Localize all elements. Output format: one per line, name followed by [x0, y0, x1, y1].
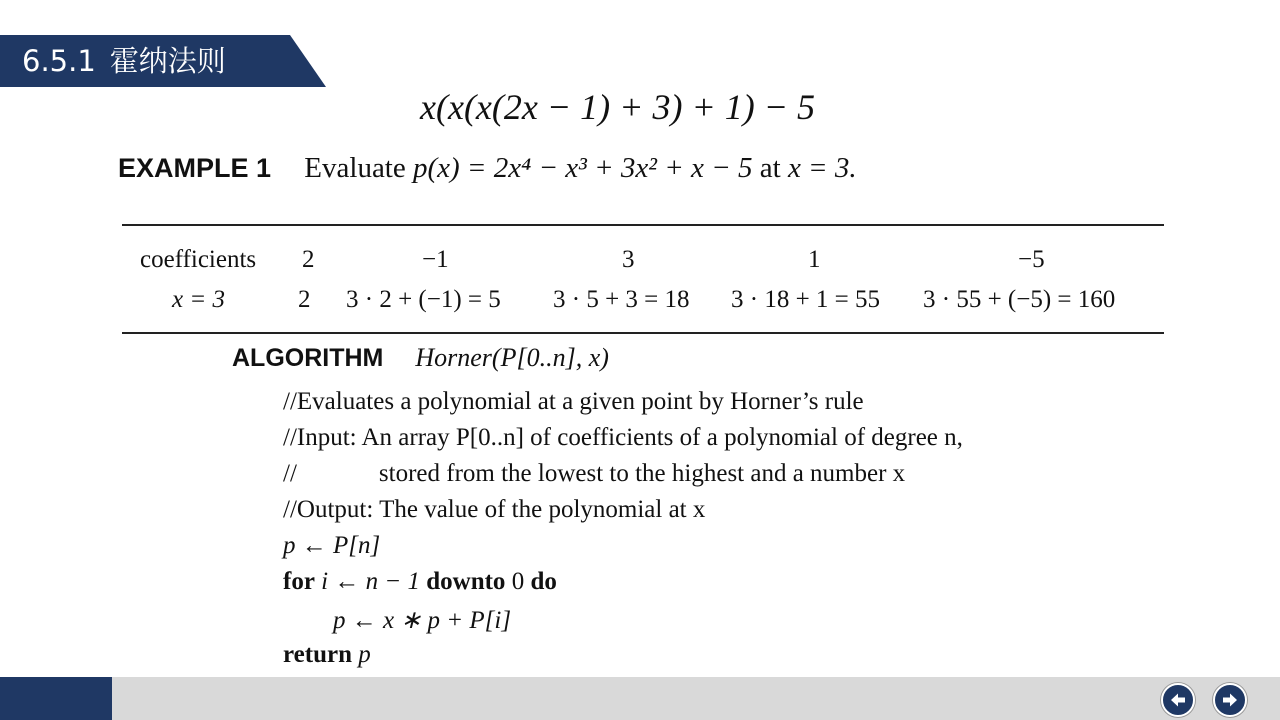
example-statement — [118, 152, 857, 185]
example-mid: at — [759, 152, 781, 184]
table-cell: 2 — [302, 246, 315, 273]
table-cell: 3 · 55 + (−5) = 160 — [923, 286, 1116, 313]
keyword-for: for — [283, 568, 315, 595]
table-cell: 3 · 5 + 3 = 18 — [553, 286, 690, 313]
algorithm-signature: Horner(P[0..n], x) — [415, 343, 609, 372]
footer-accent — [0, 677, 112, 720]
section-title: 霍纳法则 — [109, 44, 226, 78]
example-prefix: Evaluate — [304, 152, 406, 184]
algorithm-comment: //Evaluates a polynomial at a given point by Horner’s rule — [283, 388, 864, 415]
table-cell: coefficients — [140, 246, 257, 273]
arrow-right-icon — [1220, 690, 1240, 710]
loop-end: 0 — [511, 568, 525, 595]
algorithm-statement: p ← P[n] — [283, 532, 381, 559]
slide-title — [22, 44, 226, 78]
example-label: EXAMPLE 1 — [118, 153, 272, 183]
loop-init: i ← n − 1 — [321, 568, 420, 595]
table-bottom-rule — [122, 332, 1164, 334]
table-cell: 3 — [622, 246, 635, 273]
algorithm-loop — [283, 568, 557, 596]
comment-continuation: stored from the lowest to the highest and a number x — [378, 460, 906, 487]
previous-slide-button[interactable] — [1161, 683, 1195, 717]
table-cell: −1 — [422, 246, 449, 273]
algorithm-comment: //Input: An array P[0..n] of coefficients of a polynomial of degree n, — [283, 424, 963, 451]
algorithm-comment: //Output: The value of the polynomial at x — [283, 496, 706, 523]
section-number: 6.5.1 — [22, 44, 96, 78]
keyword-downto: downto — [426, 568, 506, 595]
comment-slashes: // — [283, 460, 297, 487]
algorithm-comment — [283, 460, 905, 488]
example-polynomial: p(x) = 2x⁴ − x³ + 3x² + x − 5 — [413, 152, 753, 184]
keyword-do: do — [530, 568, 557, 595]
table-top-rule — [122, 224, 1164, 226]
algorithm-header — [232, 343, 609, 373]
keyword-return: return — [283, 641, 352, 668]
arrow-left-icon — [1168, 690, 1188, 710]
table-cell: x = 3 — [172, 286, 225, 313]
table-cell: 1 — [808, 246, 821, 273]
table-cell: −5 — [1018, 246, 1045, 273]
algorithm-statement: p ← x ∗ p + P[i] — [333, 607, 512, 634]
table-cell: 2 — [298, 286, 311, 313]
return-value: p — [358, 641, 371, 668]
table-cell: 3 · 2 + (−1) = 5 — [346, 286, 501, 313]
table-cell: 3 · 18 + 1 = 55 — [731, 286, 881, 313]
example-point: x = 3. — [787, 152, 857, 184]
next-slide-button[interactable] — [1213, 683, 1247, 717]
horner-nested-expression: x(x(x(2x − 1) + 3) + 1) − 5 — [420, 87, 816, 127]
footer-bar — [0, 677, 1280, 720]
algorithm-label: ALGORITHM — [232, 344, 384, 372]
algorithm-return — [283, 641, 371, 669]
